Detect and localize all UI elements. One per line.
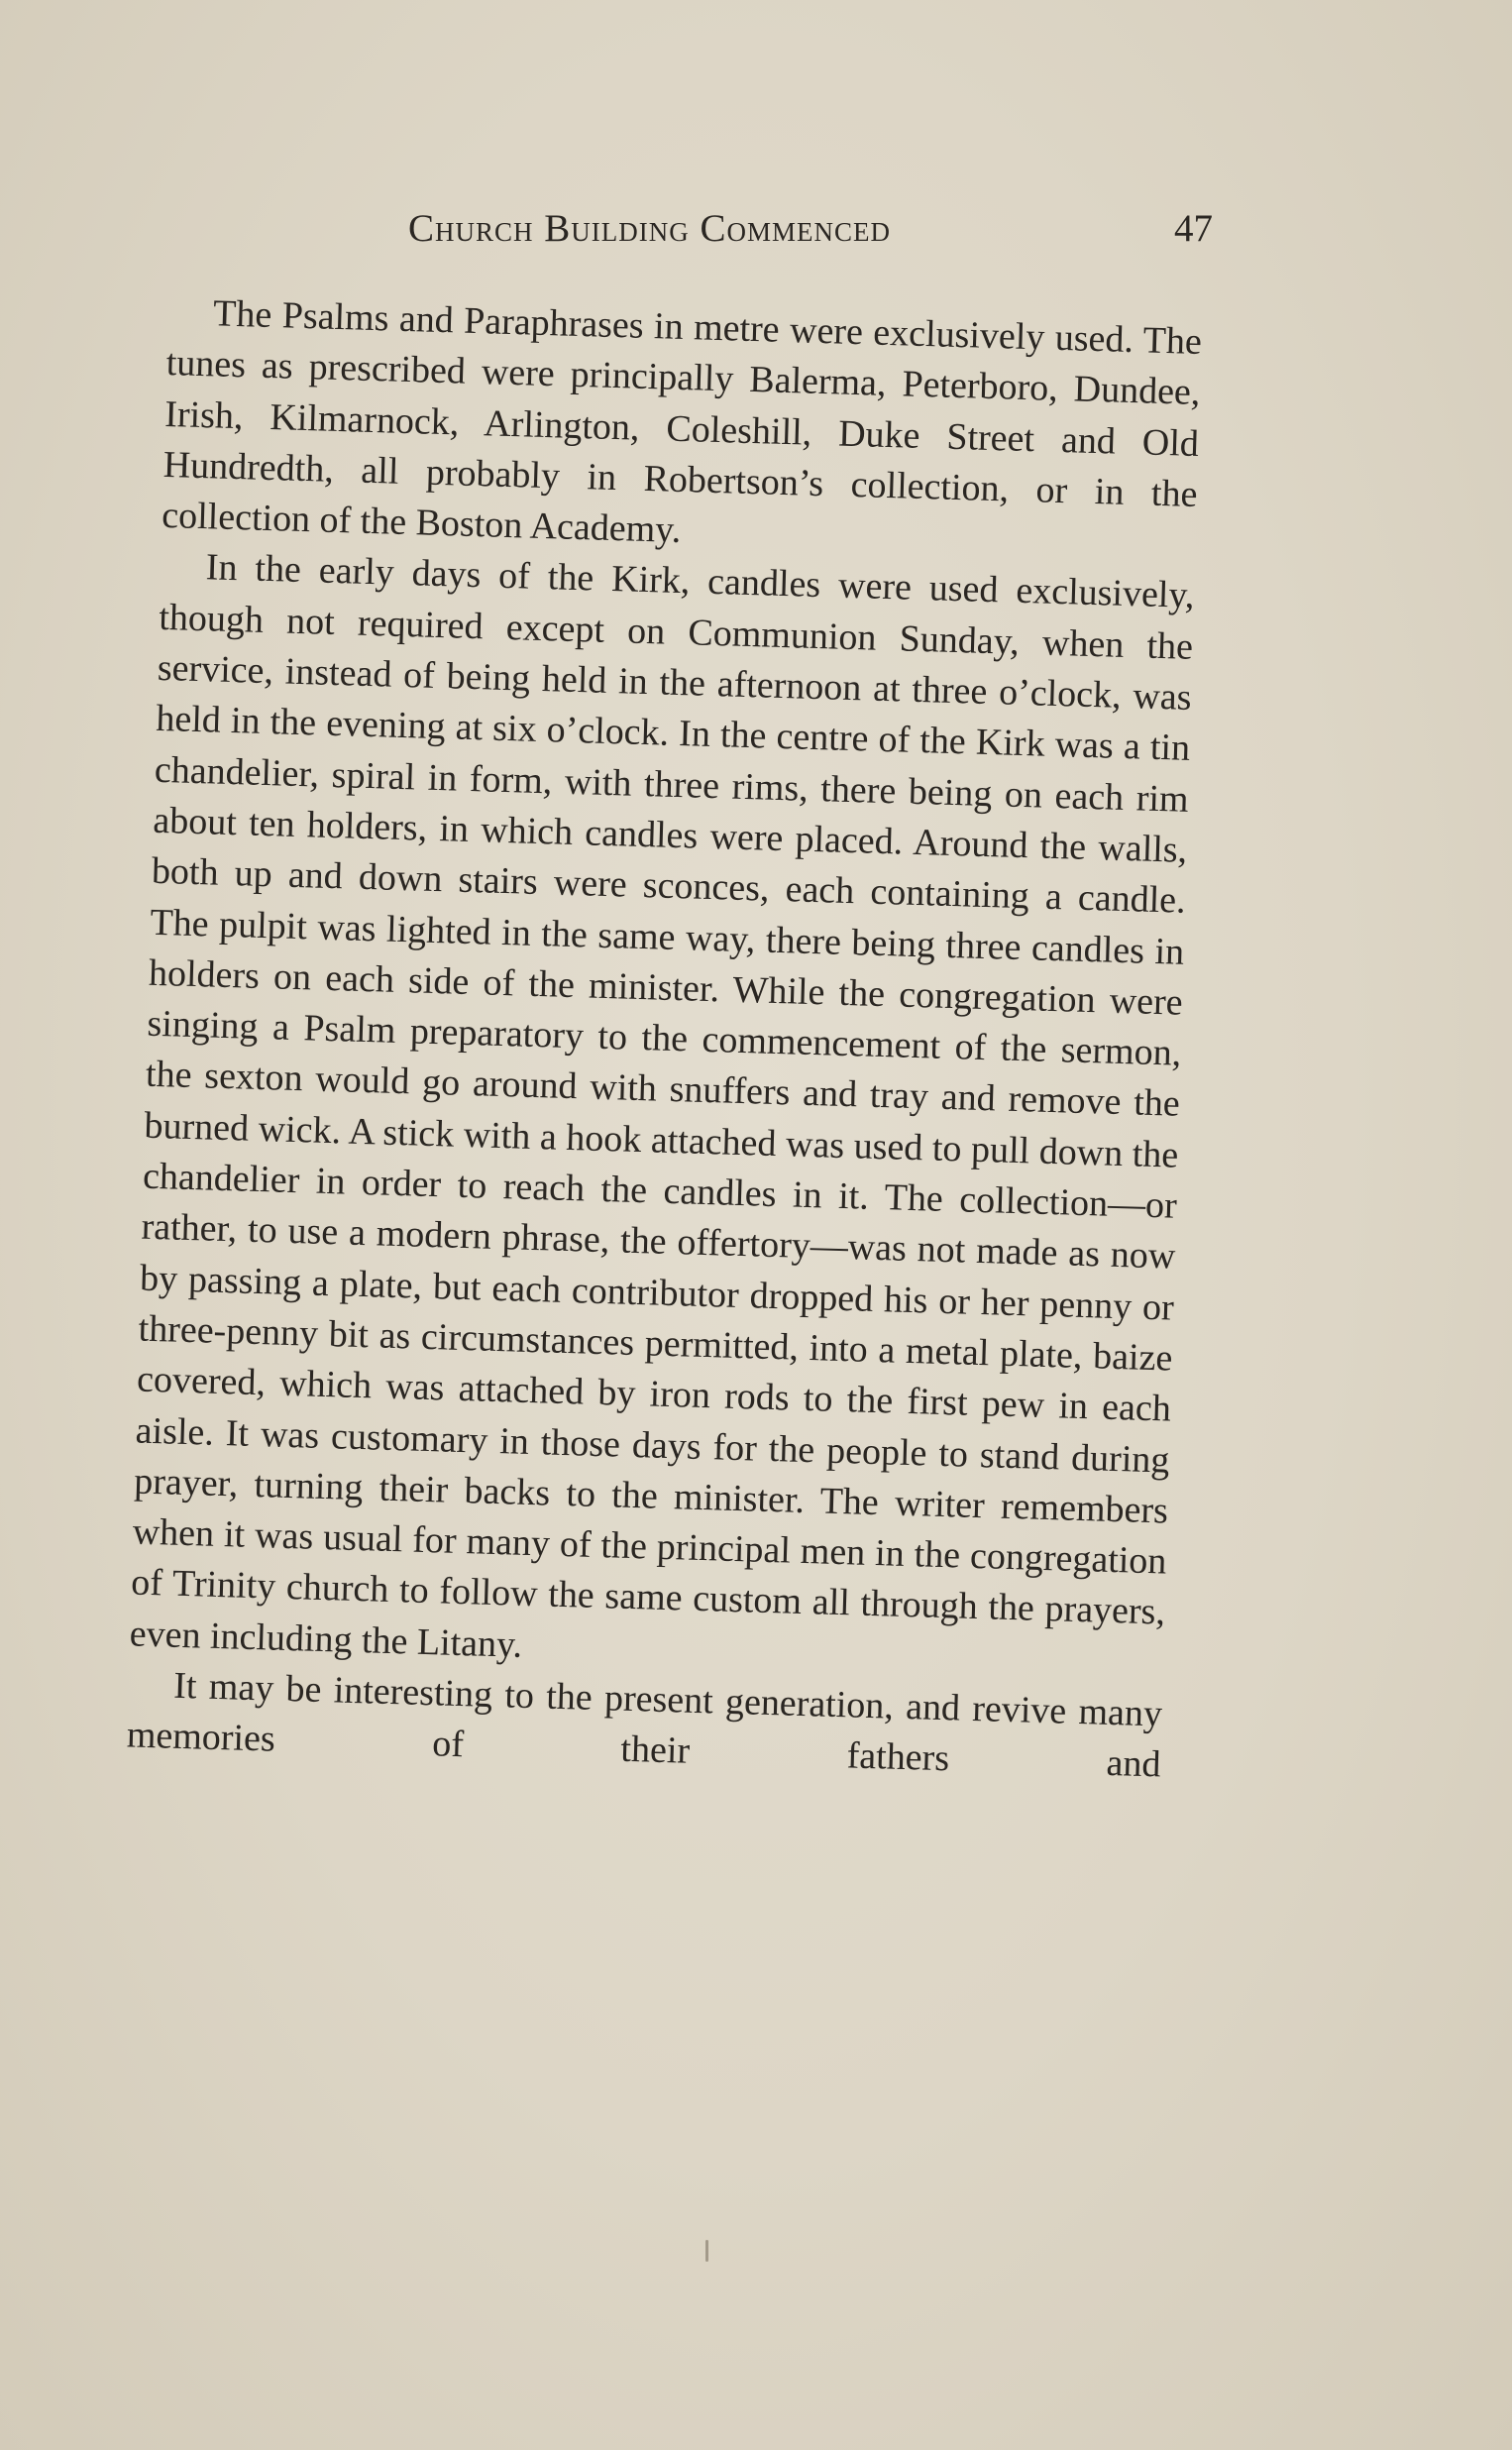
page-number: 47 — [1174, 207, 1213, 250]
paper-blemish — [705, 2240, 708, 2262]
paragraph-memories: It may be interesting to the present generation, and revive many memories of their fathers and — [126, 1664, 1163, 1786]
chapter-title: Church Building Commenced — [408, 207, 892, 250]
running-head — [178, 206, 1213, 266]
paragraph-psalms: The Psalms and Paraphrases in metre were exclusively used. The tunes as prescribed were principally Balerma, Peterboro, Dundee, Irish, Kilmarnock, Arlington, Coleshill, Duke Street and Old Hundredth, all probably in Robertson’s collection, or in the collection of the Boston Academy. — [161, 292, 1203, 552]
body-text — [126, 287, 1202, 1791]
paragraph-candles: In the early days of the Kirk, candles were used exclusively, though not required except on Communion Sunday, when the service, instead of being held in the afternoon at three o’clock, was held in the evening at six o’clock. In the centre of the Kirk was a tin chandelier, spiral in form, with three rims, there being on each rim about ten holders, in which candles were placed. Around the walls, both up and down stairs were sconces, each containing a candle. The pulpit was lighted in the same way, there being three candles in holders on each side of the minister. While the congregation were singing a Psalm preparatory to the commencement of the sermon, the sexton would go around with snuffers and tray and remove the burned wick. A stick with a hook attached was used to pull down the chandelier in order to reach the candles in it. The collection—or rather, to use a modern phrase, the offertory—was not made as now by passing a plate, but each contributor dropped his or her penny or three-penny bit as circumstances permitted, into a metal plate, baize covered, which was attached by iron rods to the first pew in each aisle. It was customary in those days for the people to stand during prayer, turning their backs to the minister. The writer remembers when it was usual for many of the principal men in the congregation of Trinity church to follow the same custom all through the prayers, even including the Litany. — [129, 546, 1196, 1666]
